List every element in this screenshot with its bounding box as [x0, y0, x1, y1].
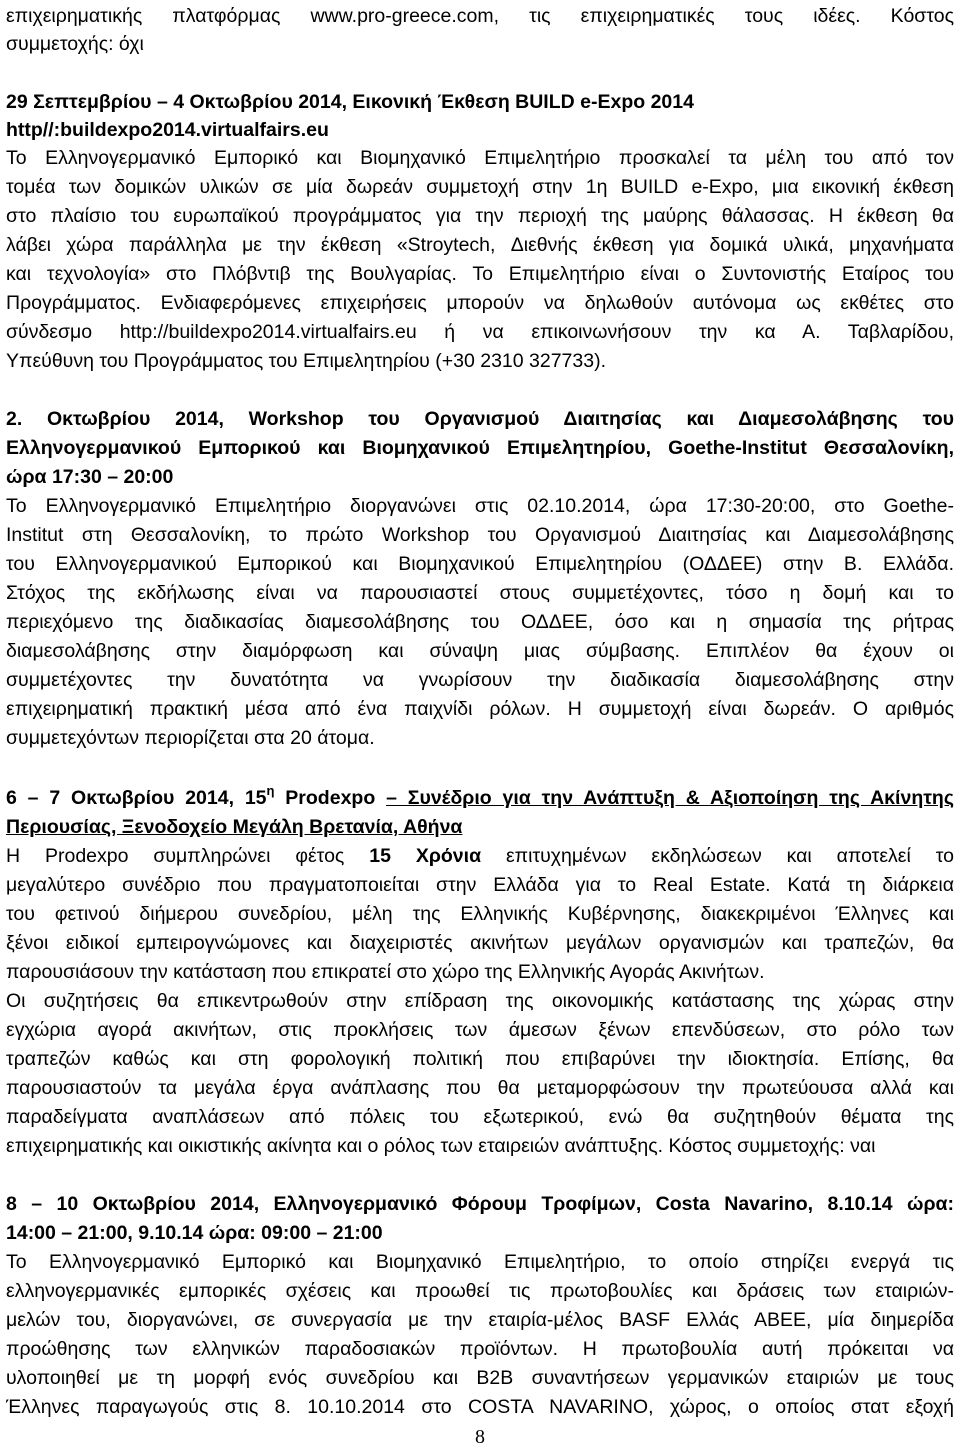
text-line: επιχειρηματικής και οικιστικής ακίνητα και ο ρόλος των εταιρειών ανάπτυξης. Κόστος συμμετοχής: ναι: [6, 1135, 876, 1157]
heading-dash: –: [386, 787, 397, 809]
text-line: ελληνογερμανικές εμπορικές σχέσεις και προωθεί τις πρωτοβουλίες και δράσεις των εταιριών-: [6, 1280, 954, 1302]
text-line: ξένοι ειδικοί εμπειρογνώμονες και διαχειριστές ακινήτων μεγάλων οργανισμών και τραπεζών, θα: [6, 932, 954, 954]
text-line: τραπεζών καθώς και στη φορολογική πολιτική που επιβαρύνει την ιδιοκτησία. Επίσης, θα: [6, 1048, 954, 1070]
event-heading: http//:buildexpo2014.virtualfairs.eu: [6, 119, 329, 141]
text-line: διαμεσολάβησης στην διαμόρφωση και σύναψη μιας σύμβασης. Επιπλέον θα έχουν οι: [6, 640, 954, 662]
text-line: Το Ελληνογερμανικό Εμπορικό και Βιομηχανικό Επιμελητήριο προσκαλεί τα μέλη του από τον: [6, 147, 954, 169]
text-line: μεγαλύτερο συνέδριο που πραγματοποιείται στην Ελλάδα για το Real Estate. Κατά τη διάρκεια: [6, 874, 954, 896]
text-line: παραδείγματα αναπλάσεων από πόλεις του εξωτερικού, ενώ θα συζητηθούν θέματα της: [6, 1106, 954, 1128]
event-heading: [6, 784, 954, 812]
text-segment: επιτυχημένων εκδηλώσεων και αποτελεί το: [481, 845, 954, 867]
text-line: λάβει χώρα παράλληλα με την έκθεση «Stroytech, Διεθνής έκθεση για δομικά υλικά, μηχανήματα: [6, 234, 954, 256]
text-line: μελών του, διοργανώνει, σε συνεργασία με την εταιρία-μέλος BASF Ελλάς ΑΒΕΕ, μία διημερίδα: [6, 1309, 954, 1331]
text-line: συμμετέχοντες την δυνατότητα να γνωρίσουν την διαδικασία διαμεσολάβησης στην: [6, 669, 954, 691]
event-heading: 29 Σεπτεμβρίου – 4 Οκτωβρίου 2014, Εικονική Έκθεση BUILD e-Expo 2014: [6, 91, 694, 113]
text-line: συμμετεχόντων περιορίζεται στα 20 άτομα.: [6, 727, 375, 749]
text-line: Έλληνες παραγωγούς στις 8. 10.10.2014 στο COSTA NAVARINO, χώρος, ο οποίος στατ εξοχή: [6, 1396, 954, 1418]
text-line: Το Ελληνογερμανικό Εμπορικό και Βιομηχανικό Επιμελητήριο, το οποίο στηρίζει ενεργά τις: [6, 1251, 954, 1273]
text-line: Institut στη Θεσσαλονίκη, το πρώτο Workshop του Οργανισμού Διαιτησίας και Διαμεσολάβησης: [6, 524, 954, 546]
highlight-years: 15 Χρόνια: [369, 845, 482, 867]
text-line: προώθησης των ελληνικών παραδοσιακών προϊόντων. Η πρωτοβουλία αυτή πρόκειται να: [6, 1338, 954, 1360]
text-line: Υπεύθυνη του Προγράμματος του Επιμελητηρίου (+30 2310 327733).: [6, 350, 606, 372]
event-heading: 2. Οκτωβρίου 2014, Workshop του Οργανισμού Διαιτησίας και Διαμεσολάβησης του: [6, 408, 954, 430]
event-heading: Περιουσίας, Ξενοδοχείο Μεγάλη Βρετανία, Αθήνα: [6, 816, 463, 838]
heading-brand: Prodexpo: [274, 787, 387, 809]
text-line: [6, 842, 954, 870]
ordinal-superscript: η: [266, 782, 275, 798]
text-line: στο πλαίσιο του ευρωπαϊκού προγράμματος για την περιοχή της μαύρης θάλασσας. Η έκθεση θα: [6, 205, 954, 227]
text-line: Το Ελληνογερμανικό Επιμελητήριο διοργανώνει στις 02.10.2014, ώρα 17:30-20:00, στο Goethe-: [6, 495, 954, 517]
heading-date: 6 – 7 Οκτωβρίου 2014, 15: [6, 787, 267, 809]
event-heading: Ελληνογερμανικού Εμπορικού και Βιομηχανικού Επιμελητηρίου, Goethe-Institut Θεσσαλονίκη,: [6, 437, 954, 459]
text-line: υλοποιηθεί με τη μορφή ενός συνεδρίου και B2B συναντήσεων γερμανικών εταιριών με τους: [6, 1367, 954, 1389]
text-line: συμμετοχής: όχι: [6, 33, 144, 55]
text-line: εγχώρια αγορά ακινήτων, στις προκλήσεις των άμεσων ξένων επενδύσεων, στο ρόλο των: [6, 1019, 954, 1041]
text-line: του φετινού διήμερου συνεδρίου, μέλη της Ελληνικής Κυβέρνησης, διακεκριμένοι Έλληνες και: [6, 903, 954, 925]
text-line: επιχειρηματικής πλατφόρμας www.pro-greece.com, τις επιχειρηματικές τους ιδέες. Κόστος: [6, 5, 954, 27]
event-heading: 8 – 10 Οκτωβρίου 2014, Ελληνογερμανικό Φόρουμ Τροφίμων, Costa Navarino, 8.10.14 ώρα:: [6, 1193, 954, 1215]
text-line: Στόχος της εκδήλωσης είναι να παρουσιαστεί στους συμμετέχοντες, τόσο η δομή και το: [6, 582, 954, 604]
text-line: παρουσιαστούν τα μεγάλα έργα ανάπλασης που θα μεταμορφώσουν την πρωτεύουσα αλλά και: [6, 1077, 954, 1099]
text-line: περιεχόμενο της διαδικασίας διαμεσολάβησης του ΟΔΔΕΕ, όσο και η σημασία της ρήτρας: [6, 611, 954, 633]
heading-title: Συνέδριο για την Ανάπτυξη & Αξιοποίηση της Ακίνητης: [396, 787, 954, 809]
event-heading: 14:00 – 21:00, 9.10.14 ώρα: 09:00 – 21:00: [6, 1222, 383, 1244]
text-line: του Ελληνογερμανικού Εμπορικού και Βιομηχανικού Επιμελητηρίου (ΟΔΔΕΕ) στην Β. Ελλάδα.: [6, 553, 954, 575]
text-line: επιχειρηματική πρακτική μέσα από ένα παιχνίδι ρόλων. Η συμμετοχή είναι δωρεάν. Ο αριθμός: [6, 698, 954, 720]
text-line: τομέα των δομικών υλικών σε μία δωρεάν συμμετοχή στην 1η BUILD e-Expo, μια εικονική έκθεση: [6, 176, 954, 198]
text-line: Προγράμματος. Ενδιαφερόμενες επιχειρήσεις μπορούν να δηλωθούν αυτόνομα ως εκθέτες στο: [6, 292, 954, 314]
text-line: και τεχνολογία» στο Πλόβντιβ της Βουλγαρίας. Το Επιμελητήριο είναι ο Συντονιστής Εταίρος του: [6, 263, 954, 285]
event-heading: ώρα 17:30 – 20:00: [6, 466, 174, 488]
page-number: 8: [475, 1426, 485, 1448]
text-line: σύνδεσμο http://buildexpo2014.virtualfairs.eu ή να επικοινωνήσουν την κα Α. Ταβλαρίδου,: [6, 321, 954, 343]
text-segment: Η Prodexpo συμπληρώνει φέτος: [6, 845, 370, 867]
text-line: παρουσιάσουν την κατάσταση που επικρατεί στο χώρο της Ελληνικής Αγοράς Ακινήτων.: [6, 961, 765, 983]
text-line: Οι συζητήσεις θα επικεντρωθούν στην επίδραση της οικονομικής κατάστασης της χώρας στην: [6, 990, 954, 1012]
